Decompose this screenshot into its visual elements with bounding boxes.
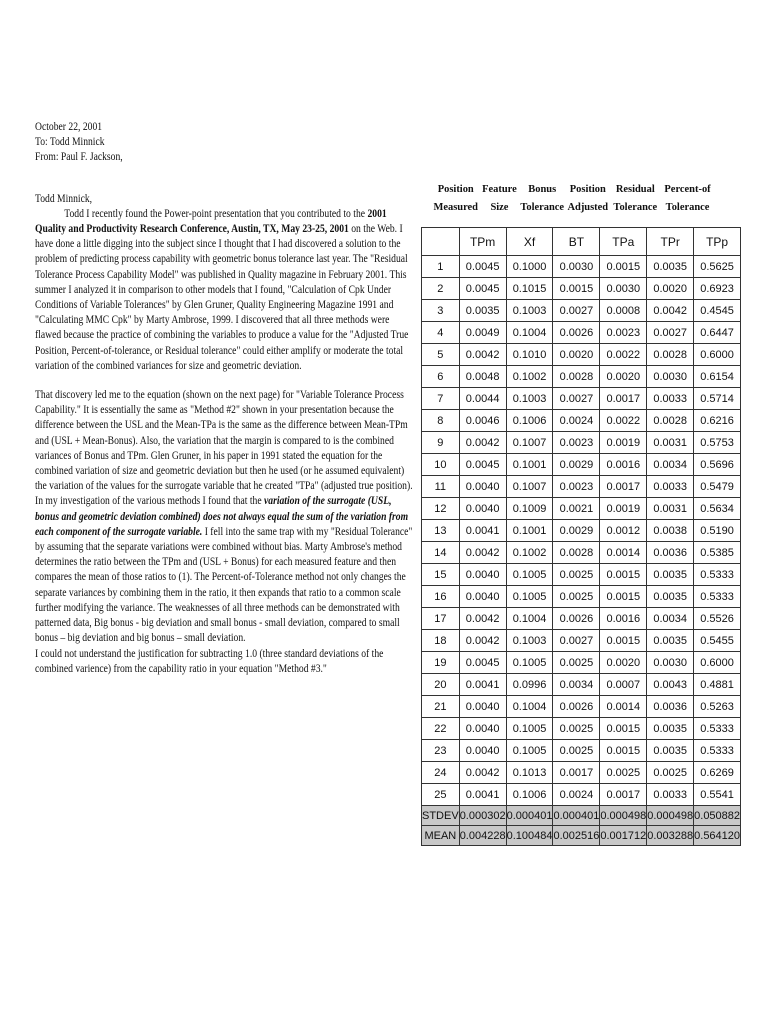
table-cell: 0.1005 [506,740,553,762]
table-cell: 0.0028 [553,366,600,388]
table-cell: 0.1004 [506,608,553,630]
row-number: 13 [422,520,460,542]
table-cell: 0.0027 [647,322,694,344]
table-row [422,740,741,762]
table-row [422,520,741,542]
table-cell: 0.5333 [694,740,741,762]
stat-cell: 0.002516 [553,826,600,846]
table-cell: 0.0017 [553,762,600,784]
paragraph-1-rest: on the Web. I have done a little digging into the subject since I thought that I had discovered a solution to the problem of predicting process capability with geometric bonus tolerance last year. The "Residual Tolerance Process Capability Model" was published in Quality magazine in February 2001. This summer I analyzed it in comparison to other models that I found, "Calculation of Cpk Under Conditions of Variable Tolerances" by Glen Gruner, Quality Engineering Magazine 1991 and "Calculating MMC Cpk" by Marty Ambrose, 1999. I discovered that all three methods were flawed because the practice of combining the variables to produce a value for the "Adjusted True Position, Percent-of-tolerance, or Residual tolerance" could either amplify or moderate the total variation of the combined variances for size and geometric deviation. [35,223,409,372]
table-cell: 0.5190 [694,520,741,542]
letter-paragraph-4: I could not understand the justification for subtracting 1.0 (three standard deviations of the combined varience) from the capability ratio in your equation "Method #3." [35,647,384,675]
table-row [422,454,741,476]
table-row [422,784,741,806]
table-cell: 0.0020 [600,652,647,674]
stat-label: MEAN [422,826,460,846]
table-cell: 0.0019 [600,498,647,520]
table-row [422,278,741,300]
table-row [422,608,741,630]
table-cell: 0.0021 [553,498,600,520]
table-cell: 0.0035 [647,586,694,608]
table-cell: 0.0035 [647,718,694,740]
table-cell: 0.1006 [506,784,553,806]
table-cell: 0.0026 [553,608,600,630]
paragraph-3-rest: I fell into the same trap with my "Residual Tolerance" by assuming that the separate variations were combined without bias. Marty Ambrose's method determines the ratio between the TPm and (USL + Bonus) for each measured feature and then compares the mean of those ratios to (1). The Percent-of-Tolerance method not only changes the separate variances by combining them in the ratio, it then expands that ratio to a common scale further modifying the variance. The weaknesses of all three methods can be demonstrated with patterned data, Big bonus - big deviation and small bonus - small deviation, compared to small bonus – big deviation and big bonus – small deviation. [35,525,413,645]
table-cell: 0.1004 [506,696,553,718]
table-cell: 0.0020 [553,344,600,366]
table-cell: 0.0030 [647,366,694,388]
table-cell: 0.5455 [694,630,741,652]
table-cell: 0.0030 [647,652,694,674]
letter-date: October 22, 2001 [35,121,103,133]
table-cell: 0.0014 [600,542,647,564]
row-number: 19 [422,652,460,674]
table-cell: 0.0041 [459,784,506,806]
table-cell: 0.0017 [600,476,647,498]
row-number: 20 [422,674,460,696]
stat-cell: 0.000498 [647,806,694,826]
table-cell: 0.0030 [600,278,647,300]
table-cell: 0.0040 [459,498,506,520]
paragraph-1-intro: Todd I recently found the Power-point presentation that you contributed to the [64,207,368,220]
table-cell: 0.0022 [600,344,647,366]
table-cell: 0.6923 [694,278,741,300]
table-cell: 0.0041 [459,674,506,696]
table-cell: 0.4545 [694,300,741,322]
row-number: 14 [422,542,460,564]
table-cell: 0.5333 [694,586,741,608]
letter-salutation: Todd Minnick, [35,192,93,205]
table-cell: 0.0008 [600,300,647,322]
column-heading-line-2: Tolerance [665,201,710,213]
table-cell: 0.0040 [459,586,506,608]
column-heading [565,180,611,216]
table-row [422,476,741,498]
table-cell: 0.0996 [506,674,553,696]
table-cell: 0.0044 [459,388,506,410]
table-row [422,498,741,520]
table-cell: 0.1003 [506,630,553,652]
table-cell: 0.4881 [694,674,741,696]
column-heading-line-1: Bonus [528,183,557,195]
row-number: 10 [422,454,460,476]
table-cell: 0.1013 [506,762,553,784]
table-cell: 0.5634 [694,498,741,520]
table-cell: 0.0017 [600,388,647,410]
table-cell: 0.0033 [647,388,694,410]
column-heading-line-1: Residual [615,183,655,195]
table-cell: 0.0014 [600,696,647,718]
table-cell: 0.0036 [647,696,694,718]
table-cell: 0.0042 [459,630,506,652]
table-cell: 0.0035 [459,300,506,322]
table-row [422,564,741,586]
row-number: 21 [422,696,460,718]
table-cell: 0.0027 [553,630,600,652]
table-row [422,410,741,432]
table-row [422,630,741,652]
table-cell: 0.0040 [459,476,506,498]
table-cell: 0.0034 [647,454,694,476]
table-row [422,674,741,696]
table-cell: 0.0025 [553,718,600,740]
table-cell: 0.0022 [600,410,647,432]
row-number: 2 [422,278,460,300]
table-row [422,366,741,388]
letter-body [35,120,413,677]
table-cell: 0.0045 [459,256,506,278]
stat-row [422,826,741,846]
letter-paragraph-3 [35,494,413,646]
data-table [421,227,741,846]
table-cell: 0.0023 [553,476,600,498]
table-cell: 0.0017 [600,784,647,806]
table-cell: 0.0028 [553,542,600,564]
stat-cell: 0.000401 [553,806,600,826]
table-cell: 0.6000 [694,652,741,674]
table-cell: 0.1009 [506,498,553,520]
table-cell: 0.0042 [459,432,506,454]
column-symbol: BT [553,228,600,256]
column-heading [432,180,480,216]
table-cell: 0.0038 [647,520,694,542]
table-cell: 0.0016 [600,608,647,630]
table-cell: 0.0029 [553,520,600,542]
table-cell: 0.0024 [553,410,600,432]
column-heading-line-2: Size [490,201,509,213]
stat-cell: 0.050882 [694,806,741,826]
table-cell: 0.0015 [600,718,647,740]
stat-row [422,806,741,826]
column-heading [480,180,520,216]
table-cell: 0.1002 [506,366,553,388]
stat-label: STDEV [422,806,460,826]
table-cell: 0.0042 [647,300,694,322]
table-cell: 0.5263 [694,696,741,718]
row-number: 12 [422,498,460,520]
table-row [422,586,741,608]
table-cell: 0.0012 [600,520,647,542]
stat-cell: 0.000498 [600,806,647,826]
table-row [422,256,741,278]
table-cell: 0.5333 [694,564,741,586]
row-number: 5 [422,344,460,366]
row-number: 1 [422,256,460,278]
table-cell: 0.0015 [600,564,647,586]
table-cell: 0.0015 [600,586,647,608]
table-cell: 0.0016 [600,454,647,476]
table-cell: 0.0049 [459,322,506,344]
table-cell: 0.0033 [647,476,694,498]
table-cell: 0.0035 [647,630,694,652]
table-cell: 0.5479 [694,476,741,498]
table-cell: 0.0024 [553,784,600,806]
stat-cell: 0.000401 [506,806,553,826]
table-cell: 0.5625 [694,256,741,278]
table-cell: 0.1005 [506,586,553,608]
table-cell: 0.0048 [459,366,506,388]
column-heading [611,180,660,216]
table-cell: 0.1001 [506,520,553,542]
table-cell: 0.0042 [459,542,506,564]
table-cell: 0.0041 [459,520,506,542]
table-cell: 0.0042 [459,344,506,366]
table-cell: 0.0034 [553,674,600,696]
column-heading-line-1: Position [569,183,606,195]
table-cell: 0.1007 [506,432,553,454]
table-cell: 0.0025 [553,586,600,608]
table-cell: 0.0028 [647,344,694,366]
row-number: 23 [422,740,460,762]
table-cell: 0.0015 [553,278,600,300]
column-heading-line-2: Tolerance [520,201,565,213]
column-heading-line-1: Position [437,183,474,195]
table-cell: 0.0025 [553,740,600,762]
table-cell: 0.6269 [694,762,741,784]
emphasized-finding: variation of the surrogate (USL, bonus and geometric deviation combined) does not always equal the sum of the variation from each component of the surrogate variable. [35,495,409,538]
table-row [422,718,741,740]
paragraph-3-intro: In my investigation of the various methods I found that the [35,495,265,508]
table-cell: 0.0020 [600,366,647,388]
table-cell: 0.0031 [647,498,694,520]
row-number-header [422,228,460,256]
table-cell: 0.0025 [600,762,647,784]
table-cell: 0.0035 [647,256,694,278]
stat-cell: 0.100484 [506,826,553,846]
table-row [422,432,741,454]
column-symbol: TPp [694,228,741,256]
letter-paragraph-1 [35,207,413,374]
table-cell: 0.0020 [647,278,694,300]
table-cell: 0.0025 [647,762,694,784]
column-heading-line-2: Tolerance [613,201,658,213]
table-cell: 0.5385 [694,542,741,564]
table-row [422,542,741,564]
row-number: 18 [422,630,460,652]
row-number: 17 [422,608,460,630]
table-cell: 0.0015 [600,630,647,652]
table-cell: 0.0028 [647,410,694,432]
table-cell: 0.1010 [506,344,553,366]
table-cell: 0.0035 [647,740,694,762]
table-cell: 0.1002 [506,542,553,564]
table-cell: 0.1005 [506,652,553,674]
letter-to: To: Todd Minnick [35,136,105,149]
table-cell: 0.0045 [459,454,506,476]
table-cell: 0.0025 [553,564,600,586]
table-cell: 0.0025 [553,652,600,674]
table-row [422,762,741,784]
table-cell: 0.0040 [459,696,506,718]
column-heading [519,180,565,216]
table-cell: 0.0023 [553,432,600,454]
table-cell: 0.0007 [600,674,647,696]
table-cell: 0.1001 [506,454,553,476]
column-heading [660,180,715,216]
table-cell: 0.0040 [459,718,506,740]
table-cell: 0.1000 [506,256,553,278]
row-number: 4 [422,322,460,344]
table-cell: 0.5333 [694,718,741,740]
table-cell: 0.5714 [694,388,741,410]
stat-cell: 0.003288 [647,826,694,846]
table-cell: 0.0033 [647,784,694,806]
letter-from: From: Paul F. Jackson, [35,151,123,164]
table-cell: 0.1006 [506,410,553,432]
table-cell: 0.0043 [647,674,694,696]
table-cell: 0.0045 [459,278,506,300]
row-number: 15 [422,564,460,586]
table-row [422,344,741,366]
column-symbol: Xf [506,228,553,256]
row-number: 11 [422,476,460,498]
row-number: 7 [422,388,460,410]
table-cell: 0.6216 [694,410,741,432]
table-cell: 0.0027 [553,388,600,410]
table-cell: 0.1005 [506,564,553,586]
row-number: 3 [422,300,460,322]
table-cell: 0.0023 [600,322,647,344]
column-heading-line-2: Measured [433,201,479,213]
table-cell: 0.0034 [647,608,694,630]
table-cell: 0.6000 [694,344,741,366]
table-cell: 0.1007 [506,476,553,498]
table-row [422,388,741,410]
row-number: 8 [422,410,460,432]
table-cell: 0.0030 [553,256,600,278]
table-row [422,652,741,674]
table-row [422,322,741,344]
table-cell: 0.1003 [506,300,553,322]
stat-cell: 0.001712 [600,826,647,846]
letter-paragraph-2: That discovery led me to the equation (shown on the next page) for "Variable Tolerance Process Capability." It is essentially the same as "Method #2" shown in your presentation because the difference between the USL and the Mean-TPa is the same as the difference between Mean-TPm and (USL + Mean-Bonus). Also, the variation that the margin is compared to is the combined variances of Bonus and TPm. Glen Gruner, in his paper in 1991 stated the equation for the combined variation of size and geometric deviation but then he used (or he assumed equivalent) the variation of the values for the surrogate variable that he created "TPa" (adjusted true position). [35,389,413,493]
table-row [422,300,741,322]
table-cell: 0.0026 [553,696,600,718]
table-cell: 0.0026 [553,322,600,344]
table-cell: 0.5541 [694,784,741,806]
table-cell: 0.1004 [506,322,553,344]
table-cell: 0.0019 [600,432,647,454]
row-number: 25 [422,784,460,806]
column-heading-line-1: Feature [482,183,517,195]
table-cell: 0.0031 [647,432,694,454]
table-cell: 0.1015 [506,278,553,300]
table-cell: 0.0015 [600,256,647,278]
column-header-row [422,228,741,256]
column-heading-line-1: Percent-of [664,183,711,195]
table-cell: 0.0036 [647,542,694,564]
table-cell: 0.0046 [459,410,506,432]
column-symbol: TPr [647,228,694,256]
table-cell: 0.0040 [459,564,506,586]
table-cell: 0.0015 [600,740,647,762]
table-cell: 0.1005 [506,718,553,740]
row-number: 6 [422,366,460,388]
table-cell: 0.6447 [694,322,741,344]
table-headings [432,180,721,216]
conference-name: 2001 Quality and Productivity Research Conference, Austin, TX, May 23-25, 2001 [35,207,387,236]
table-row [422,696,741,718]
stat-cell: 0.564120 [694,826,741,846]
table-cell: 0.0029 [553,454,600,476]
table-cell: 0.0045 [459,652,506,674]
row-number: 9 [422,432,460,454]
row-number: 16 [422,586,460,608]
row-number: 22 [422,718,460,740]
table-cell: 0.0042 [459,762,506,784]
column-heading-line-2: Adjusted [567,201,609,213]
table-cell: 0.0040 [459,740,506,762]
column-symbol: TPa [600,228,647,256]
table-cell: 0.1003 [506,388,553,410]
table-cell: 0.0042 [459,608,506,630]
column-symbol: TPm [459,228,506,256]
stat-cell: 0.004228 [459,826,506,846]
table-cell: 0.0027 [553,300,600,322]
table-cell: 0.5696 [694,454,741,476]
table-cell: 0.5526 [694,608,741,630]
table-cell: 0.0035 [647,564,694,586]
stat-cell: 0.000302 [459,806,506,826]
table-cell: 0.6154 [694,366,741,388]
row-number: 24 [422,762,460,784]
table-cell: 0.5753 [694,432,741,454]
